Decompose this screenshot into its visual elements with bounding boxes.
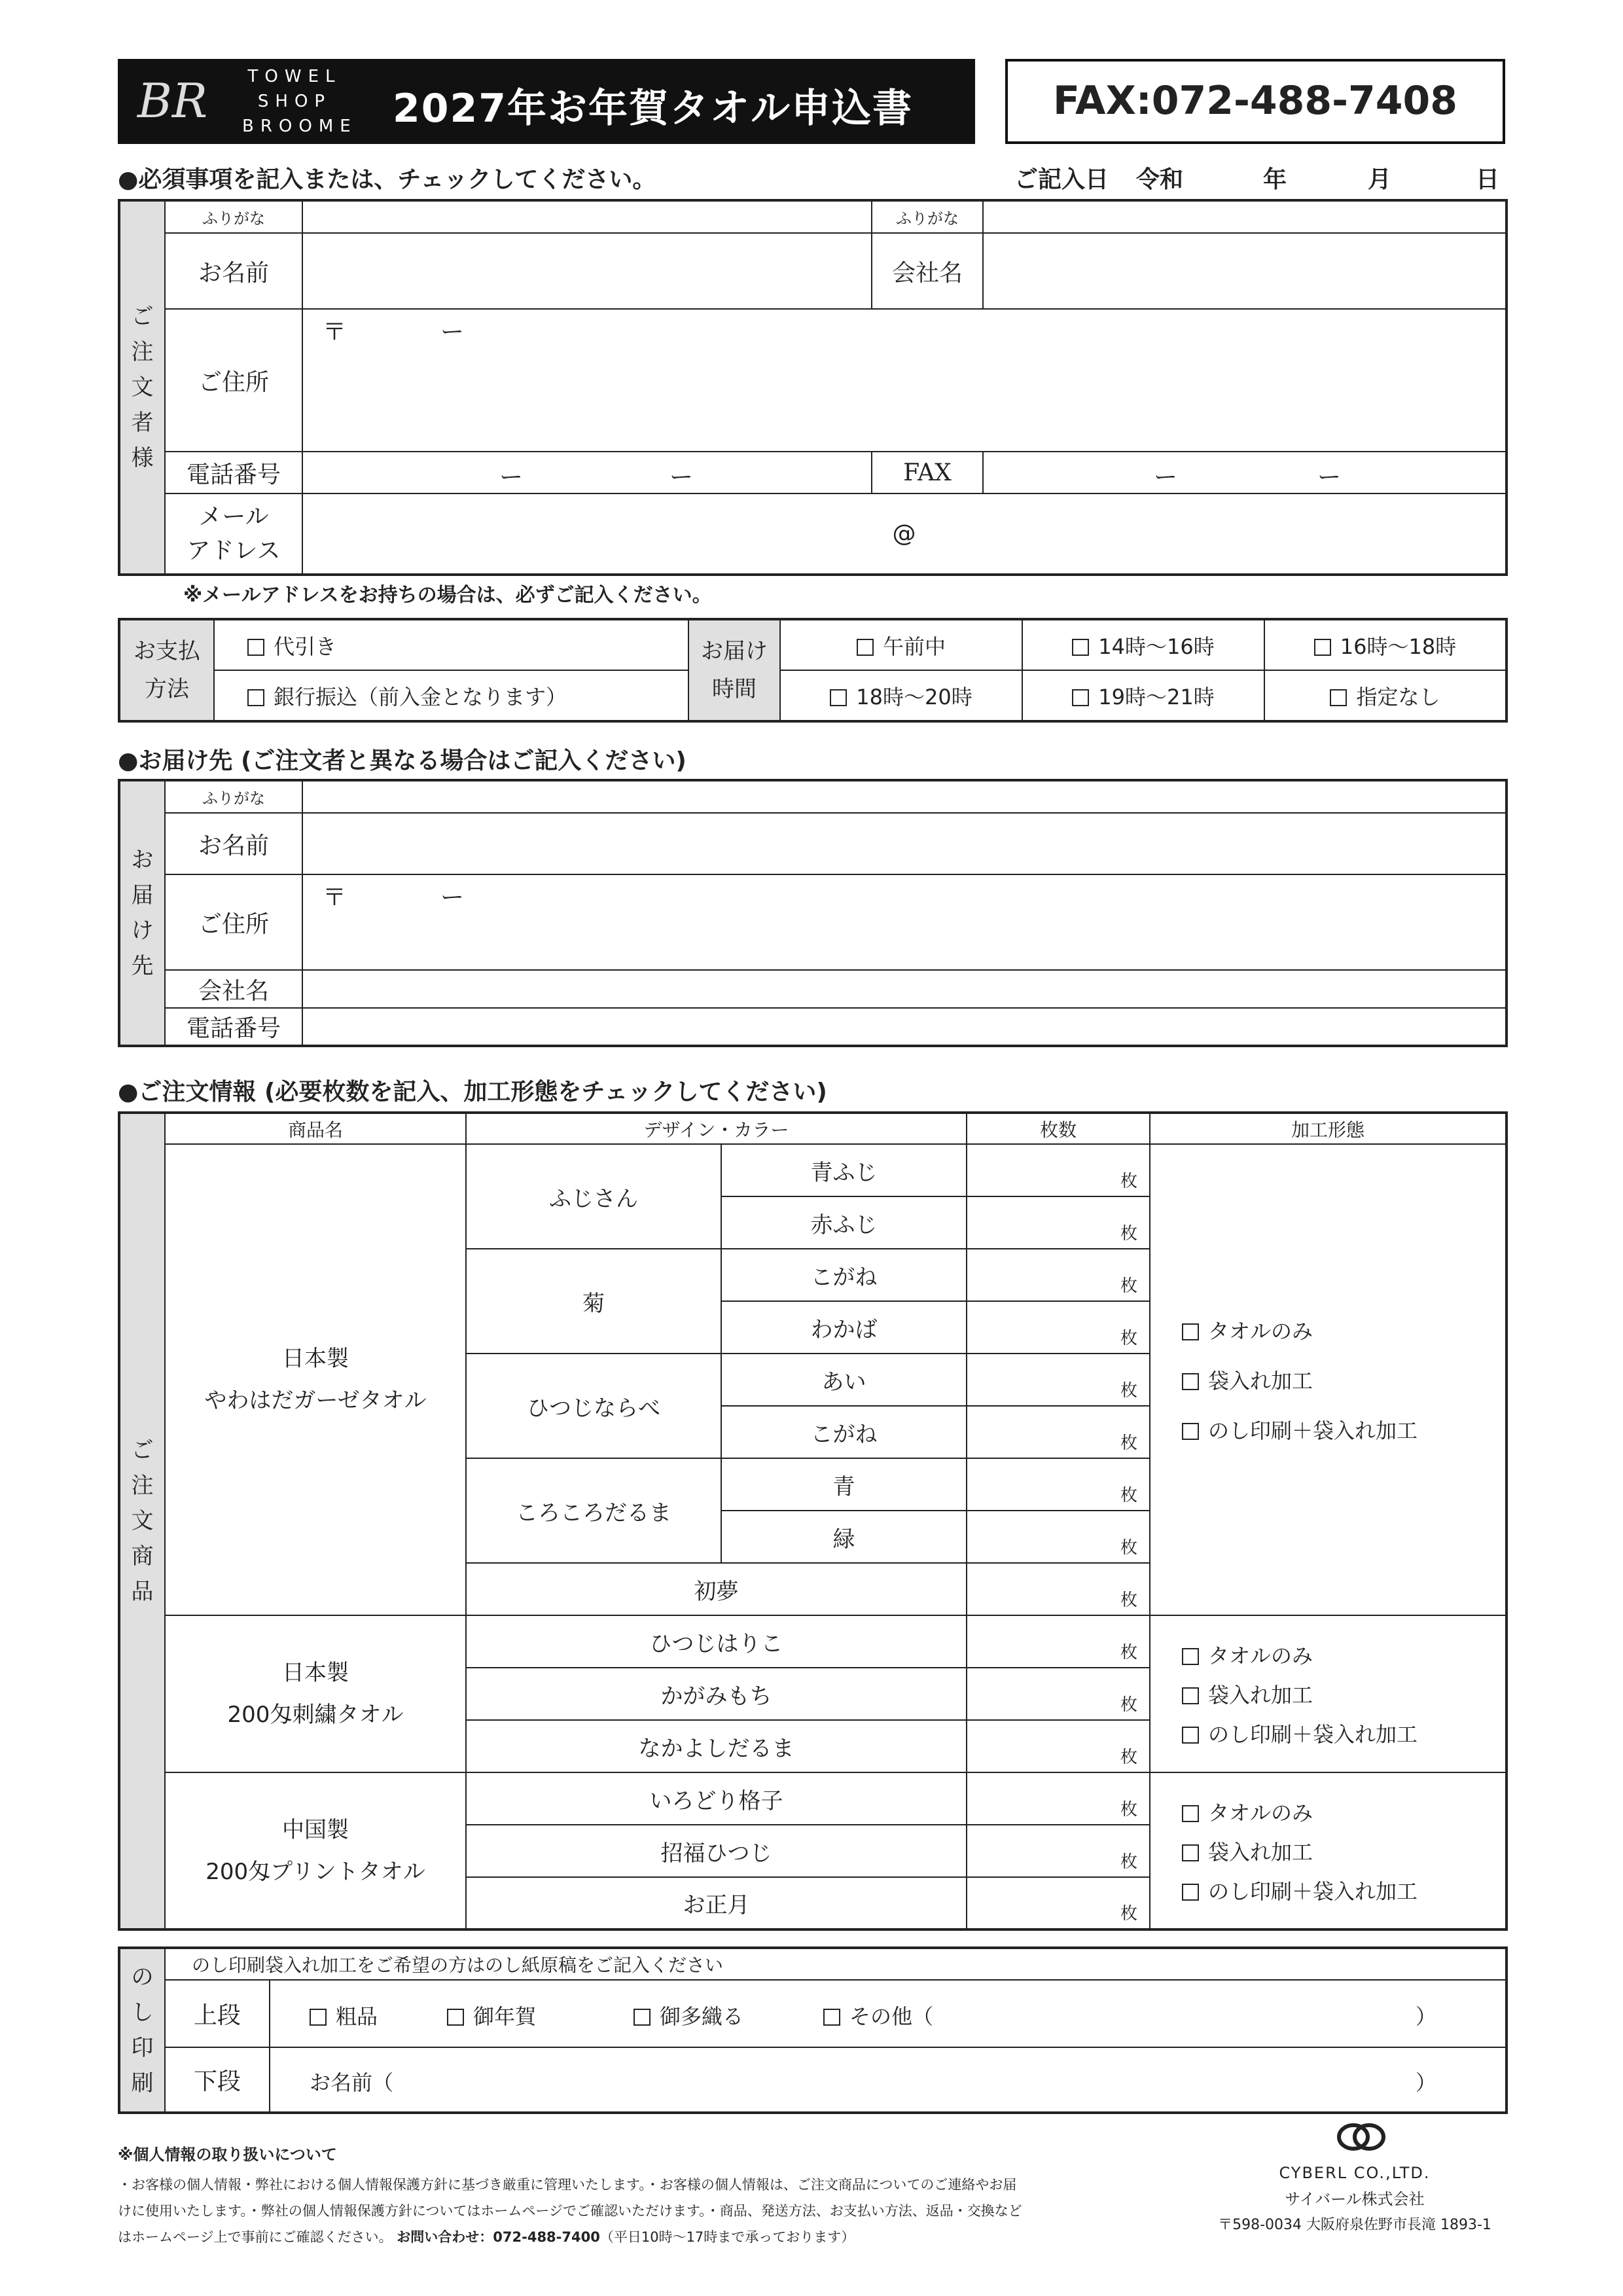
company-info: CYBERL CO.,LTD. サイバール株式会社 〒598-0034 大阪府泉佐野市長滝 1893-1 [1218,2164,1491,2233]
option-bag[interactable]: 袋入れ加工 [1182,1836,1505,1866]
email-field[interactable] [302,493,1507,575]
email-label: メール アドレス [165,493,302,575]
qty-field[interactable]: 枚 [967,1144,1150,1196]
option-towel-only[interactable]: タオルのみ [1182,1797,1505,1827]
option-towel-only[interactable]: タオルのみ [1182,1315,1505,1345]
delivery-name-field[interactable] [302,813,1507,874]
process-options-gauze[interactable] [1150,1144,1507,1615]
delivery-furigana-label: ふりがな [165,780,302,813]
qty-field[interactable]: 枚 [967,1825,1150,1877]
design-shofuku-hitsuji: 招福ひつじ [466,1825,967,1877]
fax-number: FAX:072-488-7408 [1052,78,1458,124]
fax-box [1005,59,1505,144]
payment-label: お支払 方法 [119,619,214,721]
design-irodori-koshi: いろどり格子 [466,1772,967,1825]
time-morning[interactable]: 午前中 [780,619,1022,670]
fax-field[interactable]: ー ー [983,452,1507,493]
noshi-upper-label: 上段 [165,1980,270,2048]
qty-field[interactable]: 枚 [967,1249,1150,1301]
logo-text: TOWEL SHOP BROOME [242,67,357,136]
product-embroidery: 日本製 200匁刺繍タオル [165,1615,466,1772]
color-akafuji: 赤ふじ [721,1196,967,1249]
instructions-heading: ●必須事項を記入または、チェックしてください。 [118,166,656,193]
design-kiku: 菊 [466,1249,721,1354]
address-field[interactable] [302,309,1507,452]
furigana-label: ふりがな [165,200,302,233]
noshi-lower-label: 下段 [165,2047,270,2113]
noshi-table [118,1946,1508,2114]
orderer-table [118,199,1508,576]
product-print: 中国製 200匁プリントタオル [165,1772,466,1929]
option-noshi-bag[interactable]: のし印刷＋袋入れ加工 [1182,1414,1505,1444]
noshi-lower-field[interactable]: お名前（ ） [270,2047,1507,2113]
payment-table [118,618,1508,723]
delivery-name-label: お名前 [165,813,302,874]
time-14-16[interactable]: 14時〜16時 [1022,619,1264,670]
noshi-side-label: のし印刷 [119,1948,165,2113]
privacy-text: ・お客様の個人情報・弊社における個人情報保護方針に基づき厳重に管理いたします。・お客様の個人情報は、ご注文商品についてのご連絡やお届 けに使用いたします。・弊社の個人情報保護方針についてはホームページでご確認いただけます。・商品、発送方法、お支払い方法、返品・交換など はホームページ上で事前にご確認ください。 お問い合わせ：072-488-7400（平日10時〜17時まで承っております） [118,2177,1022,2245]
title-banner [118,59,975,144]
design-korokoro-daruma: ころころだるま [466,1458,721,1563]
page-title: 2027年お年賀タオル申込書 [393,86,913,132]
address-label: ご住所 [165,309,302,452]
design-kagamimochi: かがみもち [466,1668,967,1720]
delivery-company-field[interactable] [302,970,1507,1008]
fax-label: FAX [872,452,983,493]
delivery-phone-label: 電話番号 [165,1008,302,1046]
phone-label: 電話番号 [165,452,302,493]
noshi-option-soshina[interactable]: 粗品 [310,2000,378,2030]
email-note: ※メールアドレスをお持ちの場合は、必ずご記入ください。 [183,584,712,607]
option-bag[interactable]: 袋入れ加工 [1182,1679,1505,1709]
name-label: お名前 [165,233,302,309]
process-options-print[interactable] [1150,1772,1507,1929]
color-ao: 青 [721,1458,967,1511]
design-hatsuyume: 初夢 [466,1563,967,1615]
header-product: 商品名 [165,1113,466,1144]
design-hitsuji-narabe: ひつじならべ [466,1354,721,1458]
qty-field[interactable]: 枚 [967,1668,1150,1720]
design-fujisan: ふじさん [466,1144,721,1249]
delivery-time-label: お届け 時間 [688,619,780,721]
orderer-side-label: ご注文者様 [119,200,165,575]
color-midori: 緑 [721,1511,967,1563]
noshi-note: のし印刷袋入れ加工をご希望の方はのし紙原稿をご記入ください [165,1948,1507,1980]
time-18-20[interactable]: 18時〜20時 [780,670,1022,721]
order-heading: ●ご注文情報 (必要枚数を記入、加工形態をチェックしてください) [118,1079,827,1105]
qty-field[interactable]: 枚 [967,1301,1150,1354]
header-process: 加工形態 [1150,1113,1507,1144]
delivery-table [118,779,1508,1047]
date-line: ご記入日 令和 年 月 日 [1014,166,1500,193]
postal-dash: ー [440,319,465,346]
time-none[interactable]: 指定なし [1264,670,1507,721]
color-kogane: こがね [721,1249,967,1301]
phone-field[interactable]: ー ー [302,452,872,493]
qty-field[interactable]: 枚 [967,1877,1150,1929]
header-qty: 枚数 [967,1113,1150,1144]
process-options-embroidery[interactable] [1150,1615,1507,1772]
postal-mark: 〒 [323,319,347,346]
qty-field[interactable]: 枚 [967,1196,1150,1249]
order-table [118,1111,1508,1931]
option-towel-only[interactable]: タオルのみ [1182,1640,1505,1670]
color-ai: あい [721,1354,967,1406]
qty-field[interactable]: 枚 [967,1458,1150,1511]
company-logo-icon [1329,2121,1394,2153]
delivery-company-label: 会社名 [165,970,302,1008]
qty-field[interactable]: 枚 [967,1720,1150,1772]
color-wakaba: わかば [721,1301,967,1354]
option-noshi-bag[interactable]: のし印刷＋袋入れ加工 [1182,1718,1505,1748]
qty-field[interactable]: 枚 [967,1354,1150,1406]
header-design: デザイン・カラー [466,1113,967,1144]
design-oshogatsu: お正月 [466,1877,967,1929]
at-mark: @ [892,520,916,547]
delivery-phone-field[interactable] [302,1008,1507,1046]
company-furigana-field[interactable] [983,200,1507,233]
company-field[interactable] [983,233,1507,309]
delivery-address-field[interactable]: 〒 ー [302,874,1507,970]
qty-field[interactable]: 枚 [967,1406,1150,1458]
delivery-furigana-field[interactable] [302,780,1507,813]
time-16-18[interactable]: 16時〜18時 [1264,619,1507,670]
qty-field[interactable]: 枚 [967,1563,1150,1615]
qty-field[interactable]: 枚 [967,1615,1150,1668]
option-noshi-bag[interactable]: のし印刷＋袋入れ加工 [1182,1875,1505,1905]
design-nakayoshi-daruma: なかよしだるま [466,1720,967,1772]
name-field[interactable] [302,233,872,309]
noshi-upper-field[interactable]: 粗品 御年賀 御多織る その他（ ） [270,1980,1507,2048]
delivery-side-label: お届け先 [119,780,165,1046]
contact-phone: お問い合わせ：072-488-7400 [397,2229,600,2245]
company-furigana-label: ふりがな [872,200,983,233]
order-side-label: ご注文商品 [119,1113,165,1929]
design-hitsuji-hariko: ひつじはりこ [466,1615,967,1668]
noshi-name-label: お名前（ [310,2070,394,2096]
privacy-title: ※個人情報の取り扱いについて [118,2145,337,2164]
product-gauze: 日本製 やわはだガーゼタオル [165,1144,466,1615]
payment-cod[interactable]: 代引き [214,619,688,670]
payment-bank[interactable]: 銀行振込（前入金となります） [214,670,688,721]
option-bag[interactable]: 袋入れ加工 [1182,1365,1505,1395]
qty-field[interactable]: 枚 [967,1772,1150,1825]
delivery-heading: ●お届け先 (ご注文者と異なる場合はご記入ください) [118,747,687,774]
noshi-option-otaoru[interactable]: 御多織る [633,2000,743,2030]
company-label: 会社名 [872,233,983,309]
delivery-address-label: ご住所 [165,874,302,970]
color-kogane-2: こがね [721,1406,967,1458]
noshi-option-gonenga[interactable]: 御年賀 [447,2000,536,2030]
qty-field[interactable]: 枚 [967,1511,1150,1563]
time-19-21[interactable]: 19時〜21時 [1022,670,1264,721]
noshi-option-other[interactable]: その他（ [823,2000,933,2030]
color-aofuji: 青ふじ [721,1144,967,1196]
logo-mark: BR [137,73,208,128]
name-furigana-field[interactable] [302,200,872,233]
